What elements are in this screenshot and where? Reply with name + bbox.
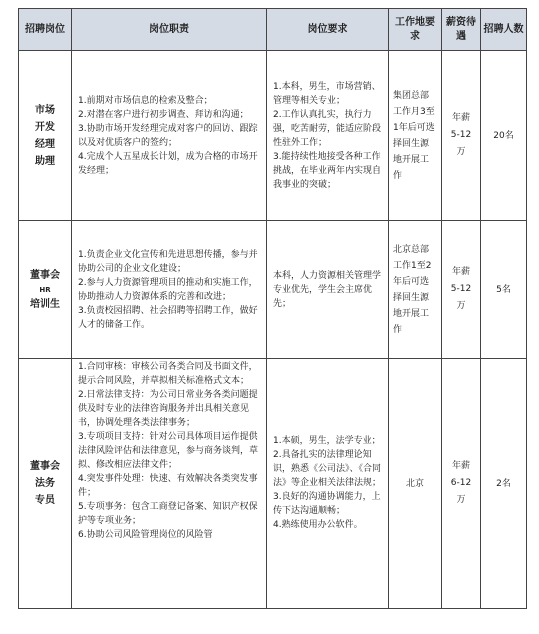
header-headcount: 招聘人数: [481, 9, 527, 51]
position-cell: 董事会 HR 培训生: [19, 221, 72, 359]
duties-cell: 1.负责企业文化宣传和先进思想传播，参与并协助公司的企业文化建设； 2.参与人力资源管理项目的推动和实施工作，协助推动人力资源体系的完善和改进； 3.负责校园招聘、社会招聘等招聘工作，做好人才的储备工作。: [72, 221, 267, 359]
header-duties: 岗位职责: [72, 9, 267, 51]
salary-cell: 年薪 6-12 万: [442, 359, 481, 609]
requirements-cell: 1.本硕，男生，法学专业； 2.具备扎实的法律理论知识，熟悉《公司法》、《合同法》等企业相关法律法规； 3.良好的沟通协调能力，上传下达沟通顺畅； 4.熟练使用办公软件。: [267, 359, 389, 609]
recruitment-table: [18, 8, 527, 609]
table-row: [19, 221, 527, 359]
header-requirements: 岗位要求: [267, 9, 389, 51]
header-location: 工作地要求: [389, 9, 442, 51]
table-row: [19, 359, 527, 609]
header-position: 招聘岗位: [19, 9, 72, 51]
headcount-cell: 2名: [481, 359, 527, 609]
headcount-cell: 20名: [481, 51, 527, 221]
table-header-row: [19, 9, 527, 51]
duties-cell: 1.合同审核：审核公司各类合同及书面文件，提示合同风险，并草拟相关标准格式文本； 2.日常法律支持：为公司日常业务各类问题提供及时专业的法律咨询服务并出具相关意见书，协调处理各类法律事务； 3.专项项目支持：针对公司具体项目运作提供法律风险评估和法律意见，参与商务谈判，草拟、修改相应法律文件； 4.突发事件处理：快速、有效解决各类突发事件； 5.专项事务：包含工商登记备案、知识产权保护等专项业务； 6.协助公司风险管理岗位的风险管: [72, 359, 267, 609]
salary-cell: 年薪 5-12 万: [442, 221, 481, 359]
requirements-cell: 1.本科，男生，市场营销、管理等相关专业； 2.工作认真扎实，执行力强，吃苦耐劳，能适应阶段性驻外工作； 3.能持续性地接受各种工作挑战，在毕业两年内实现自我事业的突破；: [267, 51, 389, 221]
position-cell: 董事会 法务 专员: [19, 359, 72, 609]
header-salary: 薪资待遇: [442, 9, 481, 51]
position-cell: 市场 开发 经理 助理: [19, 51, 72, 221]
location-cell: 集团总部工作月3至1年后可选择回生源地开展工作: [389, 51, 442, 221]
location-cell: 北京总部工作1至2年后可选择回生源地开展工作: [389, 221, 442, 359]
requirements-cell: 本科，人力资源相关管理学专业优先，学生会主席优先；: [267, 221, 389, 359]
headcount-cell: 5名: [481, 221, 527, 359]
duties-cell: 1.前期对市场信息的检索及整合； 2.对潜在客户进行初步调查、拜访和沟通； 3.协助市场开发经理完成对客户的回访、跟踪以及对优质客户的签约； 4.完成个人五星成长计划，成为合格的市场开发经理；: [72, 51, 267, 221]
salary-cell: 年薪 5-12 万: [442, 51, 481, 221]
table-row: [19, 51, 527, 221]
location-cell: 北京: [389, 359, 442, 609]
